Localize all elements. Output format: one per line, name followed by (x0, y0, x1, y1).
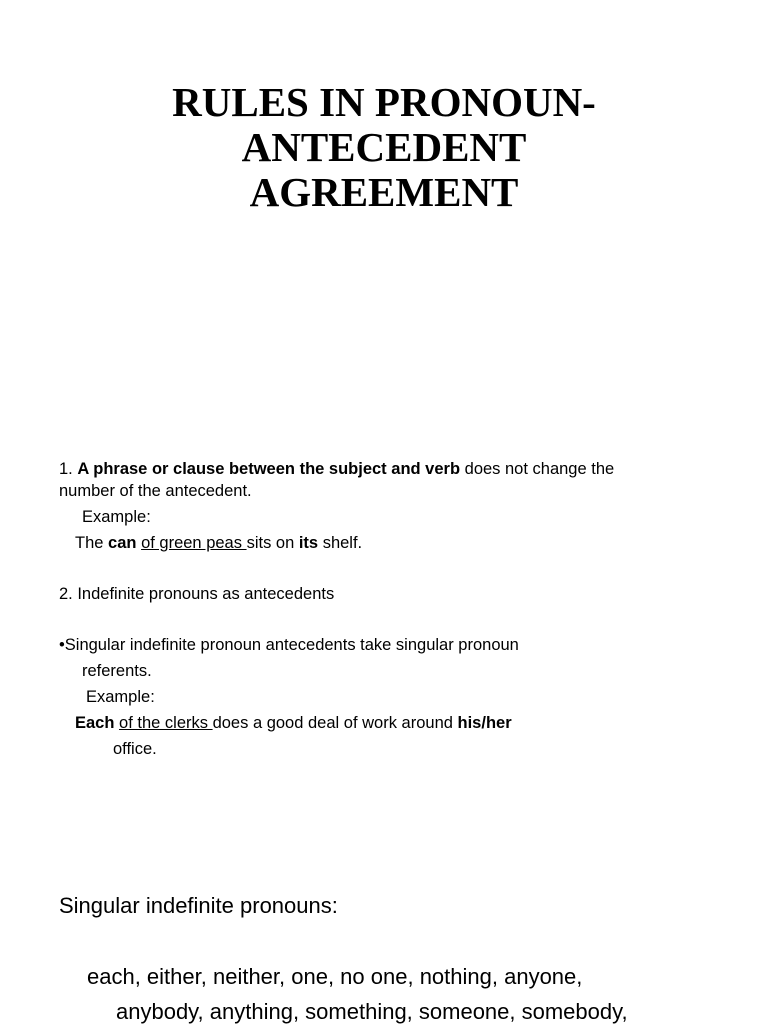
rule1-number: 1. (59, 460, 73, 478)
rule2-heading: 2. Indefinite pronouns as antecedents (59, 585, 335, 603)
rule2-ex-mid: does a good deal of work around (212, 714, 453, 732)
rule2-example-line-2: office. (113, 740, 157, 758)
rule1-ex-can: can (108, 534, 137, 552)
rule1-example-label: Example: (82, 508, 151, 526)
title-line-3: AGREEMENT (249, 169, 519, 215)
rule2-ex-hisher: his/her (457, 714, 512, 732)
page-title (0, 80, 768, 215)
rule2-ex-each: Each (75, 714, 115, 732)
rule2-example-label: Example: (86, 688, 155, 706)
rule2-ex-phrase: of the clerks (119, 714, 213, 732)
singular-list-line-2: anybody, anything, something, someone, somebody, (116, 999, 628, 1024)
rule1-ex-mid: sits on (246, 534, 295, 552)
singular-heading: Singular indefinite pronouns: (59, 893, 338, 918)
rule2-example-sentence (75, 712, 512, 734)
rule1-rest-text: does not change the (464, 460, 615, 478)
title-line-2: ANTECEDENT (241, 124, 527, 170)
rule1-line-2: number of the antecedent. (59, 482, 252, 500)
rule2-bullet-line-2: referents. (82, 662, 152, 680)
title-line-1: RULES IN PRONOUN- (172, 79, 596, 125)
singular-list-line-1: each, either, neither, one, no one, nothing, anyone, (87, 964, 583, 989)
rule1-ex-end: shelf. (322, 534, 363, 552)
rule1-ex-phrase: of green peas (141, 534, 247, 552)
rule1-bold-text: A phrase or clause between the subject and verb (77, 460, 461, 478)
rule1-ex-its: its (298, 534, 319, 552)
rule2-bullet: •Singular indefinite pronoun antecedents take singular pronoun (59, 636, 519, 654)
rule1-ex-the: The (75, 534, 104, 552)
rule1-example-sentence (75, 532, 362, 554)
rule1-line-1 (59, 458, 614, 480)
